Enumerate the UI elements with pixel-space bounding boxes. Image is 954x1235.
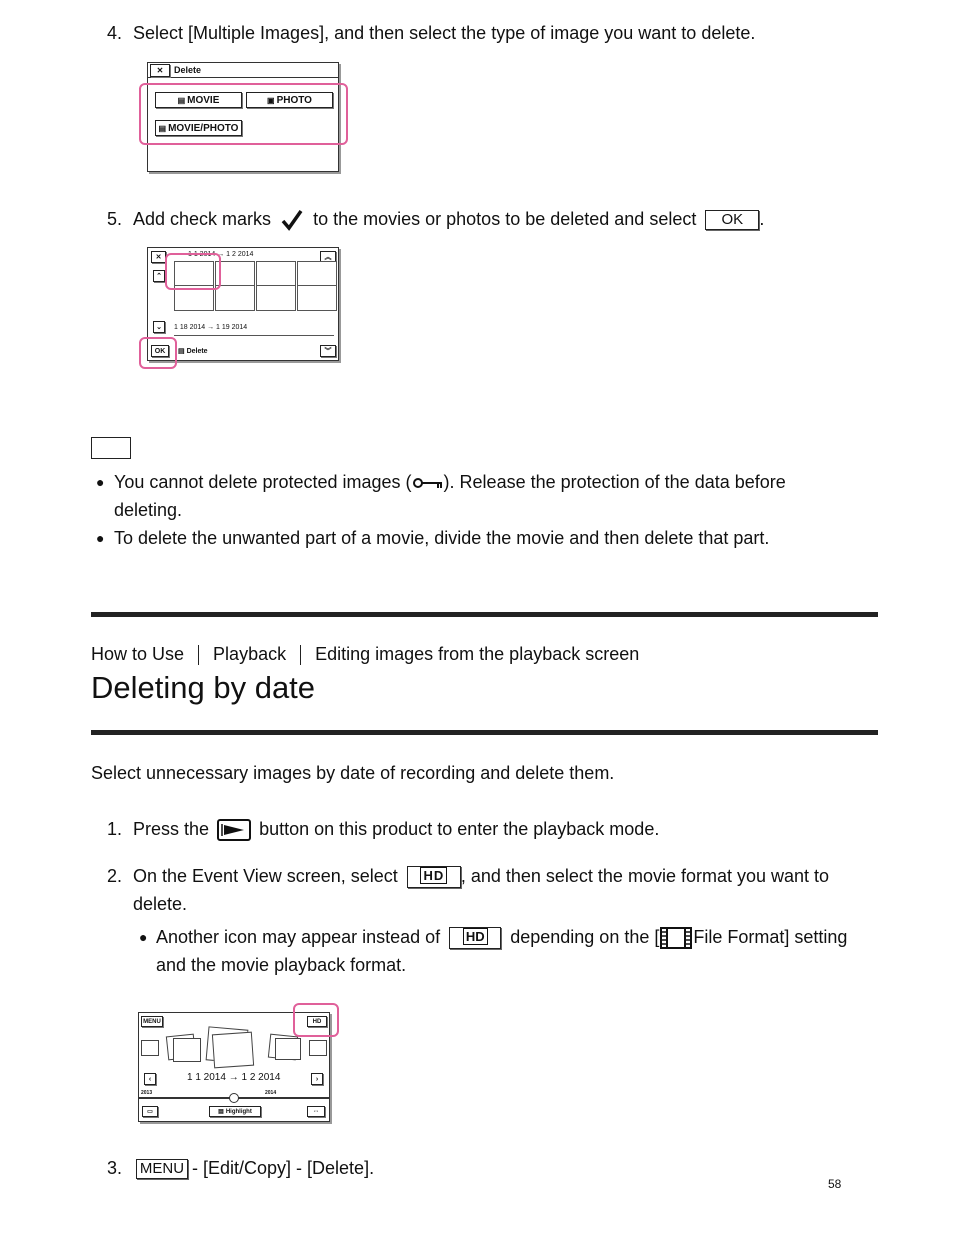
menu-button[interactable]: MENU (141, 1016, 163, 1027)
event-date-range: 1 1 2014 → 1 2 2014 (187, 1072, 281, 1083)
section-rule (91, 612, 878, 617)
sub-bullet-text: Another icon may appear instead of HD depending on the [ File Format] setting (156, 923, 847, 951)
sub-bullet-text-cont: and the movie playback format. (156, 955, 407, 975)
movie-label: MOVIE (187, 94, 220, 106)
chevron-down-icon[interactable]: ⌄ (153, 321, 165, 333)
delete-icon: ▤ (178, 348, 187, 355)
step-text: MENU - [Edit/Copy] - [Delete]. (136, 1154, 374, 1182)
note-item: You cannot delete protected images ( ). Release the protection of the data before (114, 472, 786, 492)
year-label: 2014 (265, 1090, 277, 1096)
breadcrumb (91, 640, 639, 668)
highlight-frame (139, 83, 348, 145)
thumbnail[interactable] (297, 285, 337, 311)
breadcrumb-item[interactable]: Editing images from the playback screen (315, 644, 640, 664)
close-icon[interactable]: ✕ (150, 64, 170, 77)
hd-key: HD (407, 866, 461, 888)
movie-photo-icon: ▤ (158, 123, 167, 133)
bullet-marker: ● (96, 530, 105, 546)
note-item: To delete the unwanted part of a movie, divide the movie and then delete that part. (114, 528, 770, 548)
camera-mode-icon[interactable]: ▭ (142, 1106, 158, 1117)
hd-key: HD (449, 927, 501, 949)
movie-icon: ▤ (177, 95, 186, 105)
breadcrumb-item[interactable]: How to Use (91, 644, 185, 664)
delete-label: ▤ Delete (178, 348, 208, 355)
highlight-label: Highlight (225, 1108, 252, 1115)
chevron-left-icon[interactable]: ‹ (144, 1073, 156, 1085)
highlight-button[interactable] (209, 1106, 261, 1117)
page-number: 58 (828, 1177, 842, 1191)
step-text: Press the button on this product to enter the playback mode. (133, 815, 659, 843)
protect-key-icon (412, 476, 444, 490)
highlight-icon: ▤ (218, 1109, 224, 1115)
step-text: Add check marks to the movies or photos to be deleted and select OK . (133, 205, 764, 233)
film-icon (659, 926, 693, 950)
highlight-frame (165, 253, 221, 290)
note-item-cont: deleting. (114, 500, 183, 520)
step-number: 2. (107, 866, 123, 886)
step-number: 1. (107, 819, 123, 839)
date-range-top: 1 1 2014 → 1 2 2014 (188, 251, 254, 258)
year-label: 2013 (141, 1090, 153, 1096)
hd-format-button[interactable]: HD (307, 1016, 327, 1027)
date-range-mid: 1 18 2014 → 1 19 2014 (174, 324, 248, 331)
movie-photo-label: MOVIE/PHOTO (168, 122, 239, 134)
photo-label: PHOTO (276, 94, 312, 106)
step-number: 4. (107, 23, 123, 43)
ok-button[interactable]: OK (151, 345, 169, 357)
step-text: On the Event View screen, select HD , and then select the movie format you want to (133, 862, 829, 890)
step-number: 5. (107, 209, 123, 229)
page-title: Deleting by date (91, 670, 316, 705)
section-rule (91, 730, 878, 735)
bullet-marker: ● (96, 474, 105, 490)
screen-title: Delete (174, 65, 202, 75)
intro-text: Select unnecessary images by date of recording and delete them. (91, 763, 615, 783)
thumbnail[interactable] (256, 285, 296, 311)
timeline-slider[interactable] (229, 1093, 239, 1103)
highlight-frame (293, 1003, 339, 1037)
step-text: Select [Multiple Images], and then select the type of image you want to delete. (133, 23, 756, 43)
breadcrumb-item[interactable]: Playback (213, 644, 287, 664)
playback-button-icon (217, 819, 251, 841)
chevron-right-icon[interactable]: › (311, 1073, 323, 1085)
chevron-up-icon[interactable]: ⌃ (153, 270, 165, 282)
close-icon[interactable]: ✕ (151, 251, 166, 263)
scroll-up-icon[interactable]: ︽ (320, 251, 336, 263)
step-text-cont: delete. (133, 894, 188, 914)
menu-key: MENU (136, 1159, 188, 1179)
checkmark-icon (280, 208, 304, 232)
bullet-marker: ● (139, 929, 148, 945)
ok-key: OK (705, 210, 759, 230)
photo-icon: ▣ (267, 95, 275, 105)
step-number: 3. (107, 1158, 123, 1178)
thumbnail[interactable] (215, 285, 255, 311)
thumbnail[interactable] (256, 261, 296, 287)
highlight-frame (139, 337, 177, 369)
thumbnail[interactable] (297, 261, 337, 287)
note-label-box (91, 437, 131, 459)
scroll-down-icon[interactable]: ︾ (320, 345, 336, 357)
switch-view-icon[interactable]: ⇔ (307, 1106, 325, 1117)
thumbnail[interactable] (215, 261, 255, 287)
